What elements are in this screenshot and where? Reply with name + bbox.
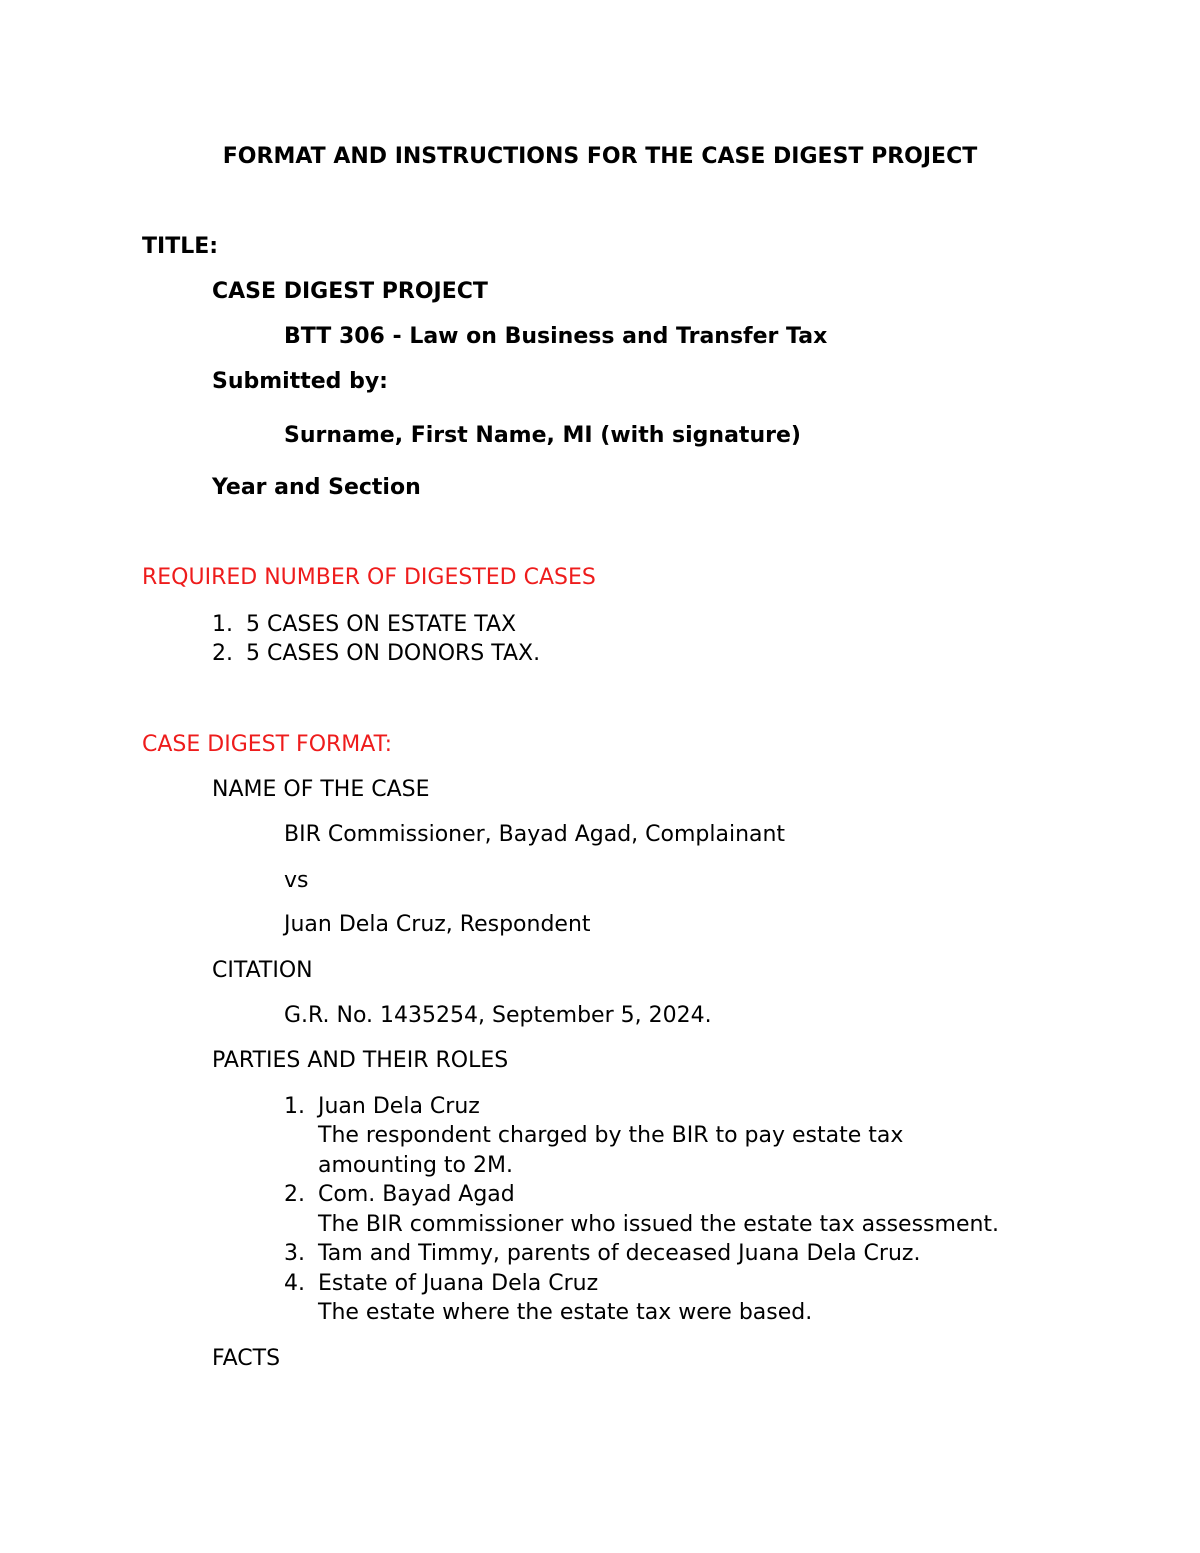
list-number: 2. <box>212 641 233 666</box>
party-role: The estate where the estate tax were based. <box>318 1300 813 1325</box>
year-section-label: Year and Section <box>212 475 421 500</box>
required-cases-heading: REQUIRED NUMBER OF DIGESTED CASES <box>142 565 596 590</box>
project-name: CASE DIGEST PROJECT <box>212 279 488 304</box>
complainant-line: BIR Commissioner, Bayad Agad, Complainant <box>284 822 786 847</box>
list-text: 5 CASES ON ESTATE TAX <box>246 612 517 637</box>
submitted-by-label: Submitted by: <box>212 369 388 394</box>
vs-line: vs <box>284 868 309 893</box>
party-role: The respondent charged by the BIR to pay estate tax <box>318 1123 904 1148</box>
list-number: 1. <box>212 612 233 637</box>
party-name: Estate of Juana Dela Cruz <box>318 1271 599 1296</box>
parties-label: PARTIES AND THEIR ROLES <box>212 1048 509 1073</box>
party-name: Com. Bayad Agad <box>318 1182 515 1207</box>
citation-label: CITATION <box>212 958 313 983</box>
list-number: 2. <box>284 1182 305 1207</box>
name-of-case-label: NAME OF THE CASE <box>212 777 430 802</box>
list-number: 3. <box>284 1241 305 1266</box>
party-name: Juan Dela Cruz <box>318 1094 480 1119</box>
party-role-continued: amounting to 2M. <box>318 1153 513 1178</box>
list-text: 5 CASES ON DONORS TAX. <box>246 641 541 666</box>
citation-line: G.R. No. 1435254, September 5, 2024. <box>284 1003 712 1028</box>
page-title: FORMAT AND INSTRUCTIONS FOR THE CASE DIGEST PROJECT <box>222 144 978 169</box>
course-name: BTT 306 - Law on Business and Transfer Tax <box>284 324 828 349</box>
facts-label: FACTS <box>212 1346 281 1371</box>
party-role: The BIR commissioner who issued the estate tax assessment. <box>318 1212 1000 1237</box>
list-number: 4. <box>284 1271 305 1296</box>
case-digest-format-heading: CASE DIGEST FORMAT: <box>142 732 393 757</box>
title-label: TITLE: <box>142 234 219 259</box>
respondent-line: Juan Dela Cruz, Respondent <box>284 912 591 937</box>
list-number: 1. <box>284 1094 305 1119</box>
student-name-line: Surname, First Name, MI (with signature) <box>284 423 801 448</box>
party-name: Tam and Timmy, parents of deceased Juana Dela Cruz. <box>318 1241 921 1266</box>
